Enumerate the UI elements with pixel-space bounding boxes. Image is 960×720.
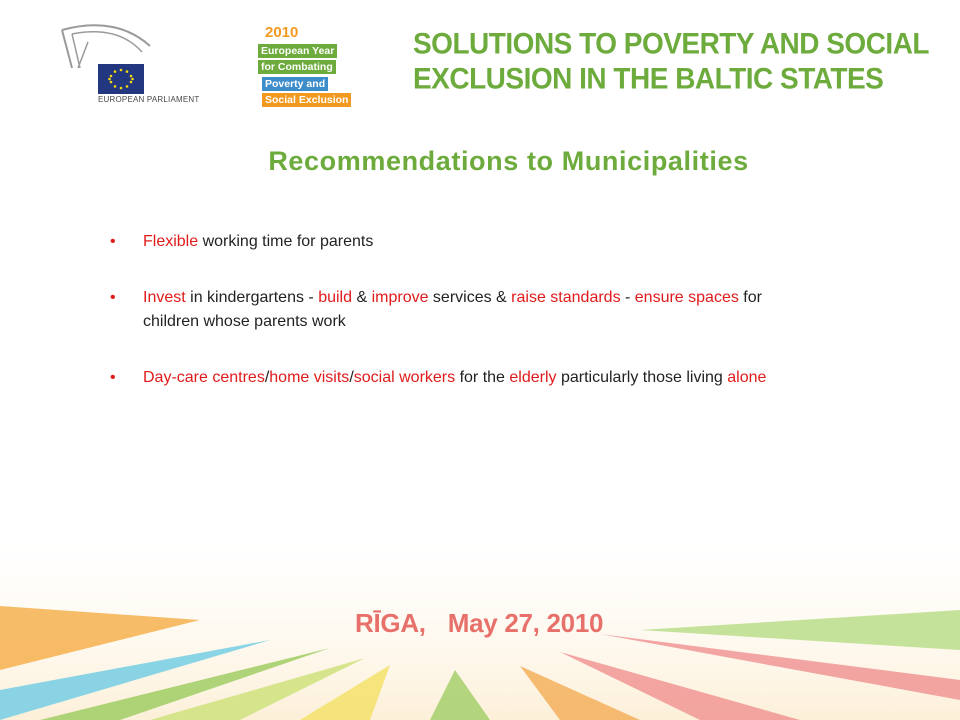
recommendation-item — [110, 286, 810, 334]
badge-line-4: Social Exclusion — [262, 93, 351, 107]
conference-title — [413, 26, 933, 95]
highlighted-text: social workers — [353, 369, 456, 386]
event-date: May 27, 2010 — [447, 608, 604, 638]
body-text: - — [620, 289, 635, 306]
slide-header — [0, 0, 960, 130]
body-text: & — [352, 289, 372, 306]
event-place-date — [355, 608, 603, 639]
highlighted-text: Day-care centres — [143, 369, 265, 386]
highlighted-text: elderly — [509, 369, 557, 386]
european-parliament-logo — [58, 24, 208, 114]
highlighted-text: improve — [371, 289, 429, 306]
body-text: working time for parents — [198, 233, 374, 250]
highlighted-text: home visits — [269, 369, 350, 386]
highlighted-text: Invest — [143, 289, 186, 306]
highlighted-text: raise standards — [511, 289, 621, 306]
body-text: for the — [455, 369, 510, 386]
bullet-marker: • — [110, 369, 116, 386]
conference-title-line-2: EXCLUSION IN THE BALTIC STATES — [413, 62, 884, 95]
recommendation-list — [110, 230, 810, 422]
highlighted-text: ensure spaces — [634, 289, 739, 306]
recommendation-item — [110, 366, 810, 390]
body-text: in kindergartens - — [185, 289, 319, 306]
body-text: particularly those living — [556, 369, 728, 386]
event-city: RĪGA, — [355, 608, 426, 638]
highlighted-text: build — [318, 289, 353, 306]
recommendation-item — [110, 230, 810, 254]
badge-year: 2010 — [265, 24, 299, 41]
badge-line-1: European Year — [258, 44, 337, 58]
conference-title-line-1: SOLUTIONS TO POVERTY AND SOCIAL — [413, 27, 930, 60]
body-text: / — [264, 369, 270, 386]
european-parliament-label: EUROPEAN PARLIAMENT — [98, 95, 200, 104]
highlighted-text: alone — [727, 369, 767, 386]
body-text: / — [349, 369, 354, 386]
european-year-2010-badge — [258, 24, 353, 111]
badge-line-3: Poverty and — [262, 77, 328, 91]
body-text: for children whose parents work — [143, 289, 762, 330]
highlighted-text: Flexible — [143, 233, 199, 250]
badge-line-2: for Combating — [258, 60, 336, 74]
bullet-marker: • — [110, 233, 116, 250]
body-text: services & — [428, 289, 512, 306]
bullet-marker: • — [110, 289, 116, 306]
slide-title: Recommendations to Municipalities — [268, 146, 749, 176]
slide-footer — [0, 540, 960, 720]
